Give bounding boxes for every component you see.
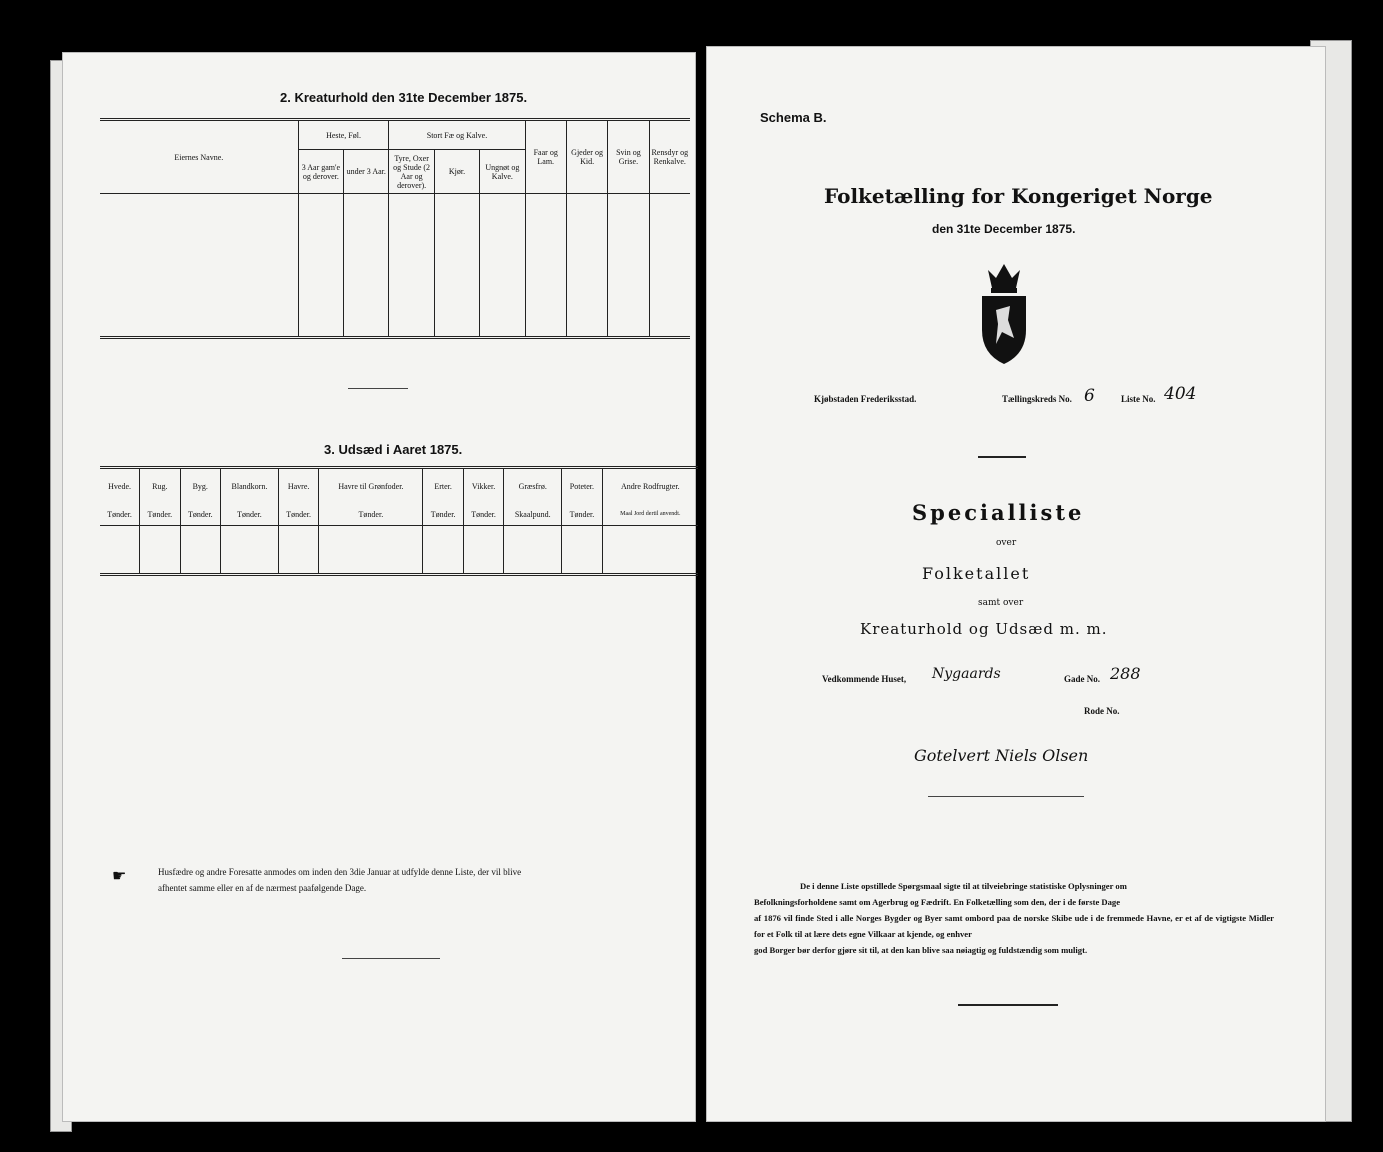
census-date: den 31te December 1875. bbox=[932, 222, 1076, 236]
horses-old-header: 3 Aar gam'e og derover. bbox=[298, 150, 343, 194]
unit-label: Tønder. bbox=[100, 504, 140, 525]
divider bbox=[978, 456, 1026, 458]
horses-young-header: under 3 Aar. bbox=[344, 150, 389, 194]
table-cell bbox=[140, 525, 180, 574]
coat-of-arms-icon bbox=[974, 258, 1034, 368]
bulls-header: Tyre, Oxer og Stude (2 Aar og derover). bbox=[389, 150, 434, 194]
crop-header: Græsfrø. bbox=[504, 468, 562, 504]
crop-header: Poteter. bbox=[562, 468, 602, 504]
unit-label: Tønder. bbox=[278, 504, 318, 525]
info-paragraph bbox=[754, 878, 1274, 958]
horses-header: Heste, Føl. bbox=[298, 120, 389, 150]
sheep-header: Faar og Lam. bbox=[525, 120, 566, 194]
crop-header: Vikker. bbox=[463, 468, 503, 504]
divider bbox=[958, 1004, 1058, 1006]
cows-header: Kjør. bbox=[434, 150, 479, 194]
paragraph-line: Befolkningsforholdene samt om Agerbrug og Fædrift. En Folketælling som den, der i de første Dage bbox=[754, 897, 1121, 907]
table-cell bbox=[389, 194, 434, 338]
unit-label: Tønder. bbox=[220, 504, 278, 525]
calves-header: Ungnøt og Kalve. bbox=[480, 150, 525, 194]
pigs-header: Svin og Grise. bbox=[608, 120, 649, 194]
town-label: Kjøbstaden Frederiksstad. bbox=[814, 394, 917, 404]
crop-header: Havre. bbox=[278, 468, 318, 504]
district-label: Tællingskreds No. bbox=[1002, 394, 1072, 404]
crop-header: Andre Rodfrugter. bbox=[602, 468, 698, 504]
list-value: 404 bbox=[1164, 384, 1197, 404]
table-cell bbox=[525, 194, 566, 338]
table-cell bbox=[463, 525, 503, 574]
pointing-hand-icon: ☛ bbox=[112, 866, 127, 885]
divider bbox=[348, 388, 408, 389]
house-label: Vedkommende Huset, bbox=[822, 674, 907, 684]
table-cell bbox=[562, 525, 602, 574]
schema-label: Schema B. bbox=[760, 110, 827, 125]
seed-table bbox=[100, 466, 698, 576]
cattle-header: Stort Fæ og Kalve. bbox=[389, 120, 525, 150]
table-cell bbox=[344, 194, 389, 338]
paragraph-line: De i denne Liste opstillede Spørgsmaal sigte til at tilveiebringe statistiske Oplysninger om bbox=[800, 881, 1127, 891]
samt-label: samt over bbox=[978, 598, 1024, 608]
crop-header: Havre til Grønfoder. bbox=[319, 468, 423, 504]
crop-header: Blandkorn. bbox=[220, 468, 278, 504]
special-title: Specialliste bbox=[912, 500, 1085, 525]
table-cell bbox=[278, 525, 318, 574]
unit-label: Tønder. bbox=[423, 504, 463, 525]
unit-label: Tønder. bbox=[180, 504, 220, 525]
table-cell bbox=[602, 525, 698, 574]
house-value: Nygaards bbox=[932, 666, 1001, 682]
district-value: 6 bbox=[1084, 386, 1095, 406]
divider bbox=[342, 958, 440, 959]
table-cell bbox=[100, 194, 298, 338]
unit-label: Maal Jord dertil anvendt. bbox=[602, 504, 698, 525]
unit-label: Skaalpund. bbox=[504, 504, 562, 525]
left-page bbox=[62, 52, 696, 1122]
table-cell bbox=[180, 525, 220, 574]
paragraph-line: god Borger bør derfor gjøre sit til, at den kan blive saa nøiagtig og fuldstændig som muligt. bbox=[754, 945, 1088, 955]
crop-header: Byg. bbox=[180, 468, 220, 504]
right-page bbox=[706, 46, 1326, 1122]
rode-label: Rode No. bbox=[1084, 706, 1120, 716]
owner-header: Eiernes Navne. bbox=[100, 120, 298, 194]
table-cell bbox=[566, 194, 607, 338]
kreatur-label: Kreaturhold og Udsæd m. m. bbox=[860, 620, 1108, 638]
census-title: Folketælling for Kongeriget Norge bbox=[824, 184, 1213, 208]
street-value: 288 bbox=[1110, 664, 1141, 683]
unit-label: Tønder. bbox=[562, 504, 602, 525]
crop-header: Erter. bbox=[423, 468, 463, 504]
table-cell bbox=[480, 194, 525, 338]
unit-label: Tønder. bbox=[463, 504, 503, 525]
goats-header: Gjeder og Kid. bbox=[566, 120, 607, 194]
crop-header: Hvede. bbox=[100, 468, 140, 504]
table-cell bbox=[434, 194, 479, 338]
unit-label: Tønder. bbox=[319, 504, 423, 525]
table-cell bbox=[423, 525, 463, 574]
over-label: over bbox=[996, 538, 1017, 548]
street-label: Gade No. bbox=[1064, 674, 1100, 684]
livestock-table bbox=[100, 118, 690, 339]
list-label: Liste No. bbox=[1121, 394, 1156, 404]
table-cell bbox=[100, 525, 140, 574]
folketallet-label: Folketallet bbox=[922, 564, 1031, 583]
notice-line-1: Husfædre og andre Foresatte anmodes om inden den 3die Januar at udfylde denne Liste, der vil blive bbox=[158, 867, 522, 877]
reindeer-header: Rensdyr og Renkalve. bbox=[649, 120, 690, 194]
crop-header: Rug. bbox=[140, 468, 180, 504]
signature-line bbox=[928, 796, 1084, 797]
seed-title: 3. Udsæd i Aaret 1875. bbox=[324, 442, 463, 457]
table-cell bbox=[319, 525, 423, 574]
table-cell bbox=[649, 194, 690, 338]
livestock-title: 2. Kreaturhold den 31te December 1875. bbox=[280, 90, 528, 105]
table-cell bbox=[298, 194, 343, 338]
notice-line-2: afhentet samme eller en af de nærmest paafølgende Dage. bbox=[158, 883, 367, 893]
table-cell bbox=[504, 525, 562, 574]
table-cell bbox=[608, 194, 649, 338]
table-cell bbox=[220, 525, 278, 574]
signature: Gotelvert Niels Olsen bbox=[914, 746, 1089, 765]
paragraph-line: af 1876 vil finde Sted i alle Norges Bygder og Byer samt ombord paa de norske Skibe ude i de fremmede Havne, er et af de vigtigste Midler for et Folk til at lære dets egne Vilkaar at kjende, og enhver bbox=[754, 913, 1274, 939]
unit-label: Tønder. bbox=[140, 504, 180, 525]
